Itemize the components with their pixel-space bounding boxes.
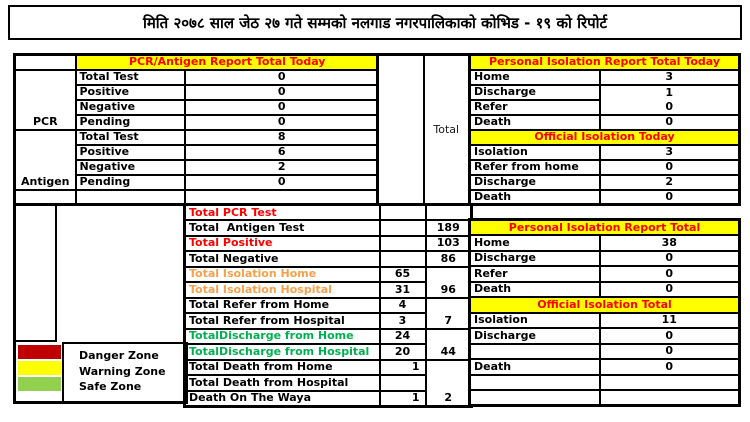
metric-label [470,344,600,360]
metric-value: 103 [426,236,472,252]
metric-value: 0 [600,328,740,344]
metric-label: Total PCR Test [185,205,380,221]
total-column-label: Total [424,55,470,205]
metric-label: Total Antigen Test [185,220,380,236]
isolation-total-table [468,218,741,407]
metric-label: Isolation [470,145,600,160]
metric-label: Positive [76,85,185,100]
metric-value: 0 [600,251,740,267]
merged-subtotal-value: 7 [426,298,472,329]
metric-label: TotalDischarge from Hospital [185,344,380,360]
metric-value: 86 [426,251,472,267]
metric-label: Total Negative [185,251,380,267]
zone-legend [62,342,188,404]
metric-value [380,251,426,267]
metric-value: 20 [380,344,426,360]
metric-value [380,205,426,221]
metric-label: Death On The Waya [185,391,380,407]
metric-label: Total Death from Home [185,360,380,376]
metric-value: 4 [380,298,426,314]
legend-label-safe: Safe Zone [79,380,142,393]
merged-subtotal-value: 44 [426,329,472,360]
warning-zone-swatch [18,361,61,375]
metric-value: 1 [380,360,426,376]
metric-value: 0 [600,266,740,282]
metric-label: Total Isolation Home [185,267,380,283]
metric-label: Discharge [470,251,600,267]
metric-label: Discharge [470,85,600,100]
metric-label: Death [470,190,600,205]
danger-zone-swatch [18,345,61,359]
legend-label-warning: Warning Zone [79,364,166,378]
metric-label: Home [470,235,600,251]
isolation-today-table [468,53,741,206]
antigen-group-label: Antigen [15,130,76,190]
metric-value: 0 [600,160,740,175]
metric-value: 1 [600,85,740,100]
pcr-antigen-today-table [13,53,381,206]
metric-value: 3 [380,313,426,329]
metric-label: Negative [76,160,185,175]
metric-value: 65 [380,267,426,283]
metric-value: 0 [185,100,380,115]
cumulative-totals-table [183,203,473,408]
metric-value [426,205,472,221]
metric-label: Discharge [470,328,600,344]
legend-label-danger: Danger Zone [79,349,159,362]
total-column-table [376,53,471,206]
merged-subtotal-value: 96 [426,267,472,298]
metric-label: Total Death from Hospital [185,375,380,391]
metric-label: Total Isolation Hospital [185,282,380,298]
pcr-group-label: PCR [15,70,76,130]
merged-subtotal-value: 2 [426,360,472,407]
metric-label: Positive [76,145,185,160]
empty-column-cell [378,55,424,205]
metric-value: 0 [185,85,380,100]
metric-value: 3 [600,70,740,85]
metric-value [380,236,426,252]
metric-label: Negative [76,100,185,115]
metric-label: Refer [470,266,600,282]
metric-label: Total Test [76,130,185,145]
metric-value: 8 [185,130,380,145]
metric-label: Death [470,359,600,375]
personal-isolation-today-header: Personal Isolation Report Total Today [470,55,740,70]
metric-value [380,375,426,391]
metric-value: 0 [600,100,740,115]
metric-label: Refer [470,100,600,115]
metric-value: 0 [600,282,740,298]
metric-value: 1 [380,391,426,407]
pcr-antigen-today-header: PCR/Antigen Report Total Today [76,55,380,70]
metric-label: Total Positive [185,236,380,252]
metric-label: Refer from home [470,160,600,175]
metric-value: 0 [600,115,740,130]
divider-line [16,340,57,342]
metric-value: 0 [600,190,740,205]
metric-value: 2 [185,160,380,175]
empty-cell [600,375,740,391]
metric-label: Total Refer from Hospital [185,313,380,329]
empty-cell [600,390,740,406]
metric-label: TotalDischarge from Home [185,329,380,345]
metric-value: 31 [380,282,426,298]
metric-label: Discharge [470,175,600,190]
report-title: मिति २०७८ साल जेठ २७ गते सम्मको नलगाड नगरपालिकाको कोभिड - १९ को रिपोर्ट [8,5,742,40]
metric-value: 0 [185,175,380,190]
divider-line [55,203,57,341]
left-empty-region [13,203,183,404]
metric-label: Isolation [470,313,600,329]
empty-cell [470,375,600,391]
personal-isolation-total-header: Personal Isolation Report Total [470,220,740,236]
metric-value: 38 [600,235,740,251]
safe-zone-swatch [18,377,61,391]
empty-cell [470,390,600,406]
metric-label: Pending [76,115,185,130]
official-isolation-total-header: Official Isolation Total [470,297,740,313]
metric-value: 6 [185,145,380,160]
metric-label: Death [470,282,600,298]
metric-label: Pending [76,175,185,190]
metric-value: 0 [185,70,380,85]
metric-value: 0 [600,344,740,360]
metric-value: 0 [185,115,380,130]
metric-value [380,220,426,236]
metric-value: 0 [600,359,740,375]
metric-value: 24 [380,329,426,345]
metric-label: Total Test [76,70,185,85]
metric-value: 3 [600,145,740,160]
metric-value: 2 [600,175,740,190]
metric-value: 189 [426,220,472,236]
metric-label: Home [470,70,600,85]
corner-cell [15,55,76,70]
metric-value: 11 [600,313,740,329]
metric-label: Total Refer from Home [185,298,380,314]
official-isolation-today-header: Official Isolation Today [470,130,740,145]
metric-label: Death [470,115,600,130]
